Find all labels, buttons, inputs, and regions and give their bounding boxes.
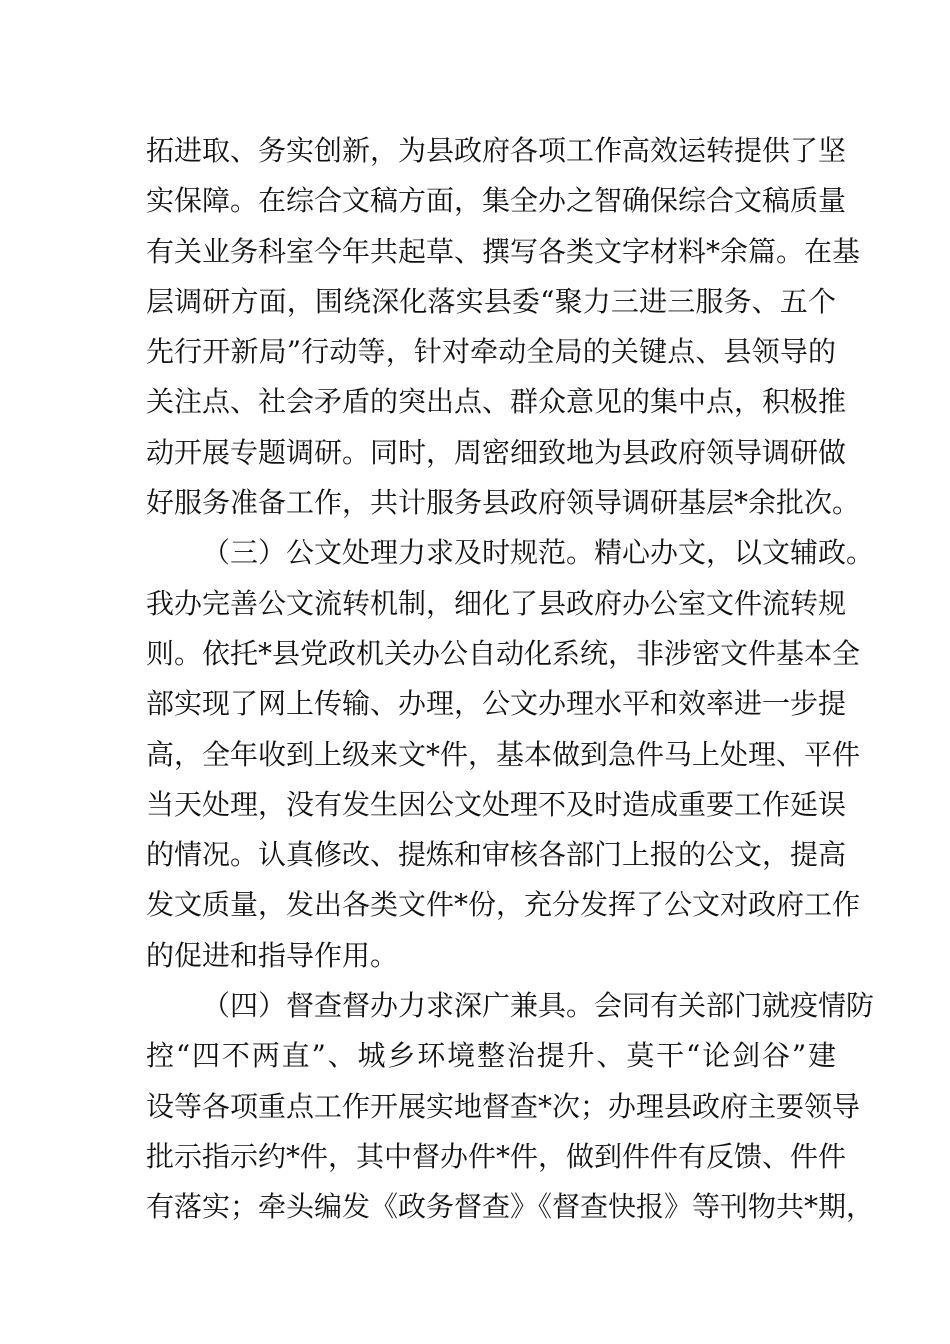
text-line: 发文质量，发出各类文件*份，充分发挥了公文对政府工作 (146, 888, 861, 922)
text-line: 关注点、社会矛盾的突出点、群众意见的集中点，积极推 (146, 385, 847, 419)
text-line: 动开展专题调研。同时，周密细致地为县政府领导调研做 (146, 435, 847, 469)
section-heading-line: （三）公文处理力求及时规范。精心办文，以文辅政。 (202, 536, 875, 570)
text-line: 实保障。在综合文稿方面，集全办之智确保综合文稿质量 (146, 184, 847, 218)
body-text (146, 126, 875, 1233)
text-line: 则。依托*县党政机关办公自动化系统，非涉密文件基本全 (146, 636, 861, 670)
text-line: 的情况。认真修改、提炼和审核各部门上报的公文，提高 (146, 838, 847, 872)
section-heading-line: （四）督查督办力求深广兼具。会同有关部门就疫情防 (202, 989, 875, 1023)
text-line: 好服务准备工作，共计服务县政府领导调研基层*余批次。 (146, 486, 861, 520)
text-line: 设等各项重点工作开展实地督查*次；办理县政府主要领导 (146, 1089, 861, 1123)
text-line: 高，全年收到上级来文*件，基本做到急件马上处理、平件 (146, 737, 861, 771)
text-line: 批示指示约*件，其中督办件*件，做到件件有反馈、件件 (146, 1139, 847, 1173)
text-line: 有落实；牵头编发《政务督查》《督查快报》等刊物共*期， (146, 1190, 875, 1224)
text-line: 当天处理，没有发生因公文处理不及时造成重要工作延误 (146, 787, 847, 821)
text-line: 控“四不两直”、城乡环境整治提升、莫干“论剑谷”建 (146, 1039, 836, 1073)
text-line: 部实现了网上传输、办理，公文办理水平和效率进一步提 (146, 687, 847, 721)
text-line: 拓进取、务实创新，为县政府各项工作高效运转提供了坚 (146, 134, 847, 167)
text-line: 先行开新局”行动等，针对牵动全局的关键点、县领导的 (146, 335, 836, 369)
text-line: 的促进和指导作用。 (146, 938, 399, 972)
text-line: 层调研方面，围绕深化落实县委“聚力三进三服务、五个 (146, 284, 836, 318)
text-line: 有关业务科室今年共起草、撰写各类文字材料*余篇。在基 (146, 234, 861, 268)
text-line: 我办完善公文流转机制，细化了县政府办公室文件流转规 (146, 586, 847, 620)
